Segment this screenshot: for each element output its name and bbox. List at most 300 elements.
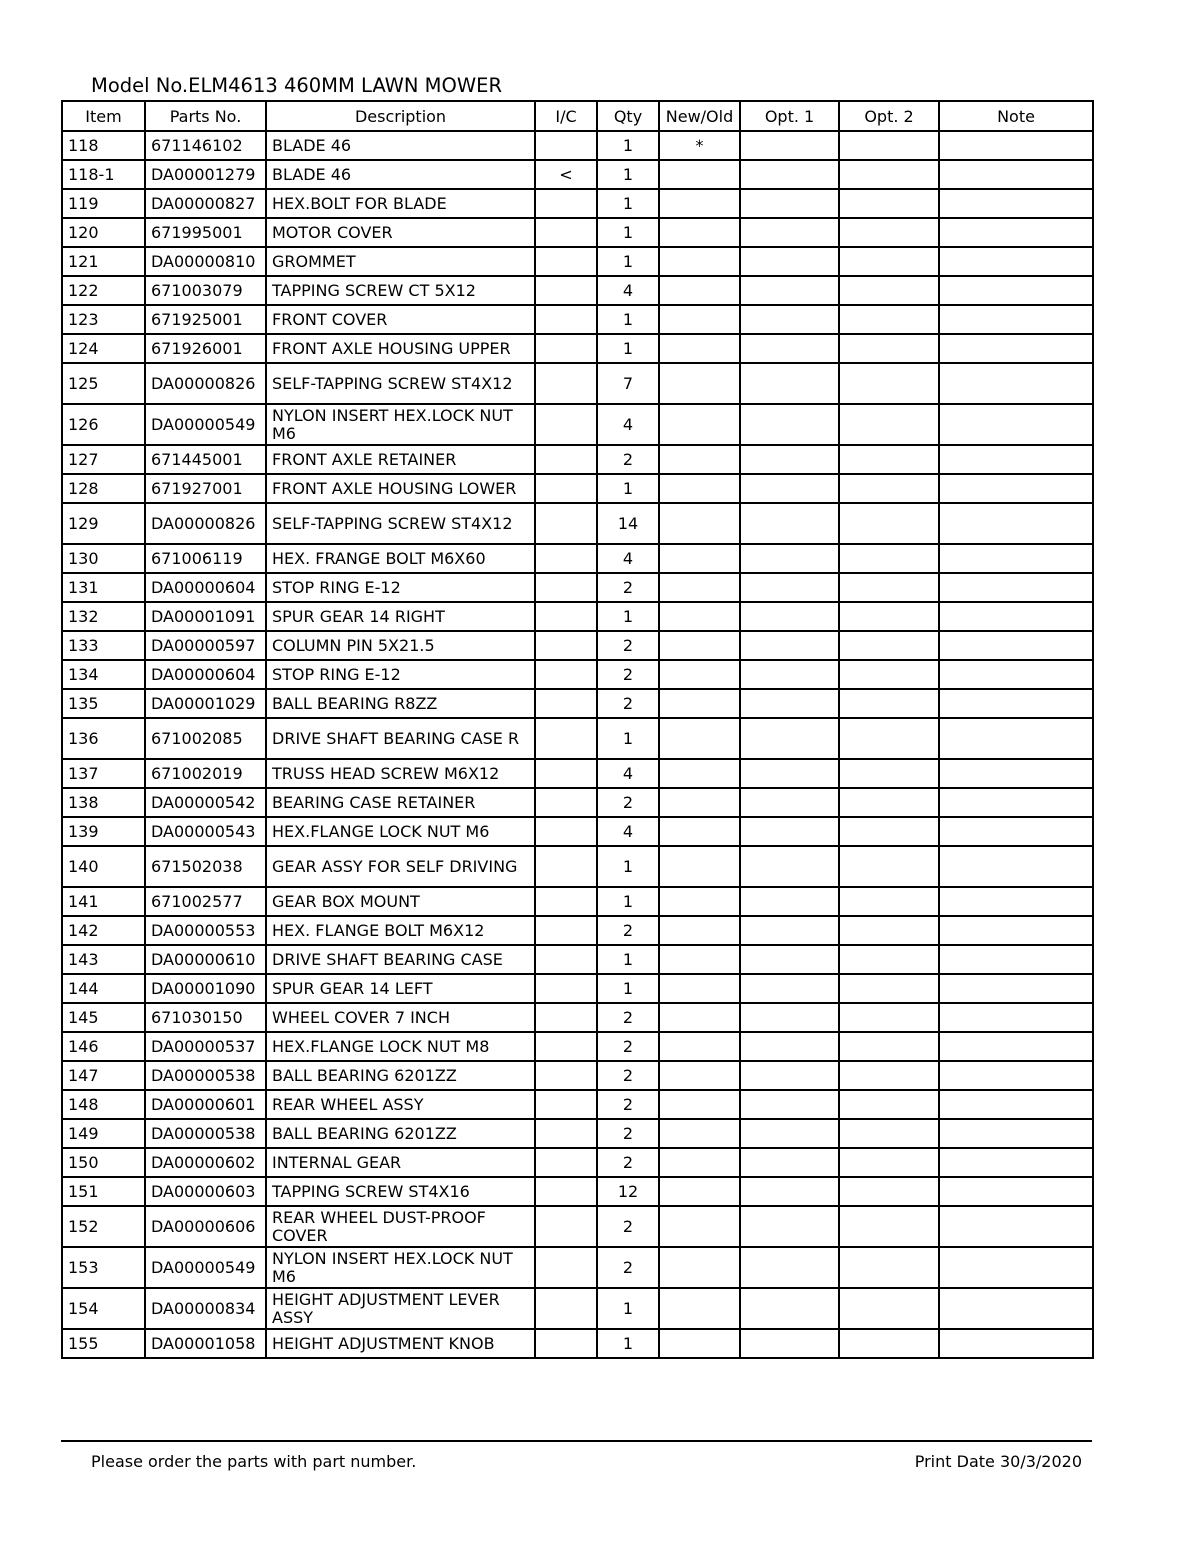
- cell-opt1: [740, 544, 839, 573]
- cell-description: GEAR BOX MOUNT: [266, 887, 535, 916]
- cell-item: 140: [62, 846, 145, 887]
- cell-new-old: [659, 660, 740, 689]
- cell-item: 132: [62, 602, 145, 631]
- cell-new-old: [659, 974, 740, 1003]
- cell-parts-no: DA00001091: [145, 602, 266, 631]
- cell-qty: 1: [597, 945, 659, 974]
- cell-description: TAPPING SCREW CT 5X12: [266, 276, 535, 305]
- cell-opt1: [740, 1206, 839, 1247]
- cell-description: BALL BEARING R8ZZ: [266, 689, 535, 718]
- cell-description: STOP RING E-12: [266, 660, 535, 689]
- table-row: [62, 718, 1093, 759]
- cell-ic: [535, 276, 597, 305]
- cell-note: [939, 1206, 1093, 1247]
- cell-qty: 1: [597, 334, 659, 363]
- cell-qty: 1: [597, 131, 659, 160]
- cell-qty: 2: [597, 916, 659, 945]
- cell-new-old: [659, 945, 740, 974]
- cell-item: 142: [62, 916, 145, 945]
- table-row: [62, 363, 1093, 404]
- table-row: [62, 445, 1093, 474]
- cell-new-old: [659, 573, 740, 602]
- cell-qty: 1: [597, 718, 659, 759]
- cell-description: HEX. FRANGE BOLT M6X60: [266, 544, 535, 573]
- cell-note: [939, 974, 1093, 1003]
- cell-parts-no: 671995001: [145, 218, 266, 247]
- cell-new-old: [659, 916, 740, 945]
- cell-description: NYLON INSERT HEX.LOCK NUT M6: [266, 404, 535, 445]
- table-row: [62, 334, 1093, 363]
- cell-ic: [535, 759, 597, 788]
- cell-item: 129: [62, 503, 145, 544]
- table-row: [62, 1032, 1093, 1061]
- cell-opt2: [839, 1329, 939, 1358]
- cell-new-old: [659, 363, 740, 404]
- table-row: [62, 218, 1093, 247]
- cell-parts-no: 671926001: [145, 334, 266, 363]
- cell-item: 124: [62, 334, 145, 363]
- cell-parts-no: DA00000549: [145, 404, 266, 445]
- cell-note: [939, 573, 1093, 602]
- cell-item: 146: [62, 1032, 145, 1061]
- cell-opt1: [740, 404, 839, 445]
- cell-opt1: [740, 474, 839, 503]
- cell-opt1: [740, 503, 839, 544]
- cell-opt1: [740, 1247, 839, 1288]
- cell-opt2: [839, 445, 939, 474]
- table-row: [62, 189, 1093, 218]
- cell-item: 154: [62, 1288, 145, 1329]
- table-row: [62, 1090, 1093, 1119]
- cell-note: [939, 276, 1093, 305]
- cell-opt1: [740, 1032, 839, 1061]
- cell-note: [939, 945, 1093, 974]
- cell-description: DRIVE SHAFT BEARING CASE: [266, 945, 535, 974]
- cell-item: 130: [62, 544, 145, 573]
- cell-note: [939, 474, 1093, 503]
- table-row: [62, 1329, 1093, 1358]
- cell-new-old: [659, 788, 740, 817]
- parts-table: [61, 100, 1094, 1359]
- cell-ic: [535, 631, 597, 660]
- cell-ic: [535, 817, 597, 846]
- cell-ic: [535, 404, 597, 445]
- table-row: [62, 916, 1093, 945]
- cell-description: BLADE 46: [266, 160, 535, 189]
- cell-new-old: [659, 1119, 740, 1148]
- cell-new-old: [659, 1148, 740, 1177]
- cell-opt2: [839, 1177, 939, 1206]
- cell-qty: 2: [597, 1032, 659, 1061]
- cell-item: 139: [62, 817, 145, 846]
- cell-item: 118: [62, 131, 145, 160]
- cell-opt1: [740, 1329, 839, 1358]
- cell-ic: [535, 573, 597, 602]
- cell-description: HEX. FLANGE BOLT M6X12: [266, 916, 535, 945]
- cell-note: [939, 218, 1093, 247]
- cell-qty: 2: [597, 1119, 659, 1148]
- cell-item: 152: [62, 1206, 145, 1247]
- cell-opt2: [839, 503, 939, 544]
- cell-parts-no: 671006119: [145, 544, 266, 573]
- table-row: [62, 1206, 1093, 1247]
- cell-ic: [535, 846, 597, 887]
- cell-item: 133: [62, 631, 145, 660]
- cell-ic: [535, 1329, 597, 1358]
- cell-opt2: [839, 276, 939, 305]
- cell-note: [939, 689, 1093, 718]
- cell-description: BALL BEARING 6201ZZ: [266, 1119, 535, 1148]
- cell-opt2: [839, 544, 939, 573]
- col-header-ic: I/C: [535, 101, 597, 131]
- cell-note: [939, 363, 1093, 404]
- cell-opt2: [839, 916, 939, 945]
- cell-item: 128: [62, 474, 145, 503]
- cell-item: 122: [62, 276, 145, 305]
- cell-description: REAR WHEEL DUST-PROOF COVER: [266, 1206, 535, 1247]
- cell-opt2: [839, 945, 939, 974]
- cell-qty: 1: [597, 189, 659, 218]
- cell-opt2: [839, 247, 939, 276]
- table-row: [62, 945, 1093, 974]
- cell-qty: 2: [597, 660, 659, 689]
- table-row: [62, 974, 1093, 1003]
- cell-description: NYLON INSERT HEX.LOCK NUT M6: [266, 1247, 535, 1288]
- cell-opt2: [839, 573, 939, 602]
- cell-ic: [535, 1177, 597, 1206]
- cell-note: [939, 887, 1093, 916]
- cell-note: [939, 916, 1093, 945]
- col-header-description: Description: [266, 101, 535, 131]
- cell-item: 148: [62, 1090, 145, 1119]
- cell-opt1: [740, 247, 839, 276]
- cell-parts-no: DA00000597: [145, 631, 266, 660]
- cell-opt2: [839, 759, 939, 788]
- cell-ic: [535, 887, 597, 916]
- cell-ic: [535, 189, 597, 218]
- table-row: [62, 573, 1093, 602]
- cell-item: 126: [62, 404, 145, 445]
- cell-parts-no: 671030150: [145, 1003, 266, 1032]
- cell-description: BLADE 46: [266, 131, 535, 160]
- cell-qty: 1: [597, 1329, 659, 1358]
- cell-description: STOP RING E-12: [266, 573, 535, 602]
- cell-description: WHEEL COVER 7 INCH: [266, 1003, 535, 1032]
- cell-note: [939, 334, 1093, 363]
- table-row: [62, 474, 1093, 503]
- cell-qty: 1: [597, 974, 659, 1003]
- cell-note: [939, 1148, 1093, 1177]
- cell-ic: [535, 945, 597, 974]
- cell-qty: 2: [597, 689, 659, 718]
- table-header-row: [62, 101, 1093, 131]
- footer-print-date: Print Date 30/3/2020: [914, 1452, 1082, 1471]
- cell-opt2: [839, 1090, 939, 1119]
- cell-qty: 4: [597, 404, 659, 445]
- table-row: [62, 846, 1093, 887]
- cell-description: FRONT AXLE RETAINER: [266, 445, 535, 474]
- cell-new-old: [659, 1177, 740, 1206]
- cell-qty: 2: [597, 631, 659, 660]
- cell-qty: 2: [597, 573, 659, 602]
- cell-opt1: [740, 1148, 839, 1177]
- cell-description: MOTOR COVER: [266, 218, 535, 247]
- cell-new-old: [659, 1247, 740, 1288]
- cell-opt1: [740, 334, 839, 363]
- cell-note: [939, 544, 1093, 573]
- cell-new-old: [659, 1329, 740, 1358]
- cell-parts-no: DA00000604: [145, 573, 266, 602]
- cell-description: FRONT AXLE HOUSING UPPER: [266, 334, 535, 363]
- table-row: [62, 1003, 1093, 1032]
- cell-ic: [535, 1206, 597, 1247]
- cell-opt1: [740, 305, 839, 334]
- cell-new-old: [659, 887, 740, 916]
- cell-opt1: [740, 363, 839, 404]
- cell-item: 150: [62, 1148, 145, 1177]
- cell-opt1: [740, 631, 839, 660]
- table-row: [62, 660, 1093, 689]
- cell-new-old: [659, 503, 740, 544]
- table-row: [62, 1177, 1093, 1206]
- cell-description: SELF-TAPPING SCREW ST4X12: [266, 363, 535, 404]
- table-row: [62, 404, 1093, 445]
- cell-parts-no: DA00001279: [145, 160, 266, 189]
- table-row: [62, 544, 1093, 573]
- table-row: [62, 247, 1093, 276]
- table-row: [62, 817, 1093, 846]
- cell-ic: [535, 131, 597, 160]
- cell-ic: [535, 363, 597, 404]
- cell-parts-no: DA00000606: [145, 1206, 266, 1247]
- cell-note: [939, 189, 1093, 218]
- table-row: [62, 602, 1093, 631]
- cell-opt1: [740, 974, 839, 1003]
- cell-note: [939, 660, 1093, 689]
- cell-ic: [535, 916, 597, 945]
- cell-opt1: [740, 689, 839, 718]
- cell-opt1: [740, 1177, 839, 1206]
- cell-item: 151: [62, 1177, 145, 1206]
- cell-parts-no: 671927001: [145, 474, 266, 503]
- cell-new-old: [659, 305, 740, 334]
- cell-note: [939, 718, 1093, 759]
- cell-item: 143: [62, 945, 145, 974]
- table-row: [62, 305, 1093, 334]
- cell-ic: [535, 1288, 597, 1329]
- cell-opt2: [839, 788, 939, 817]
- cell-ic: [535, 788, 597, 817]
- cell-opt1: [740, 218, 839, 247]
- cell-qty: 1: [597, 887, 659, 916]
- cell-qty: 2: [597, 1003, 659, 1032]
- cell-description: SPUR GEAR 14 RIGHT: [266, 602, 535, 631]
- col-header-new-old: New/Old: [659, 101, 740, 131]
- cell-parts-no: 671502038: [145, 846, 266, 887]
- cell-item: 120: [62, 218, 145, 247]
- cell-parts-no: DA00000542: [145, 788, 266, 817]
- cell-description: INTERNAL GEAR: [266, 1148, 535, 1177]
- cell-parts-no: DA00001058: [145, 1329, 266, 1358]
- cell-note: [939, 1119, 1093, 1148]
- col-header-opt1: Opt. 1: [740, 101, 839, 131]
- cell-parts-no: DA00001029: [145, 689, 266, 718]
- cell-qty: 14: [597, 503, 659, 544]
- cell-note: [939, 631, 1093, 660]
- cell-new-old: [659, 218, 740, 247]
- cell-note: [939, 305, 1093, 334]
- cell-new-old: [659, 1090, 740, 1119]
- cell-item: 145: [62, 1003, 145, 1032]
- cell-description: HEIGHT ADJUSTMENT KNOB: [266, 1329, 535, 1358]
- cell-opt1: [740, 788, 839, 817]
- cell-new-old: [659, 1061, 740, 1090]
- cell-new-old: *: [659, 131, 740, 160]
- cell-note: [939, 131, 1093, 160]
- cell-opt2: [839, 334, 939, 363]
- cell-new-old: [659, 846, 740, 887]
- cell-opt2: [839, 718, 939, 759]
- cell-new-old: [659, 602, 740, 631]
- cell-ic: [535, 218, 597, 247]
- cell-opt2: [839, 160, 939, 189]
- cell-new-old: [659, 689, 740, 718]
- cell-item: 121: [62, 247, 145, 276]
- cell-qty: 4: [597, 759, 659, 788]
- footer-divider: [61, 1440, 1092, 1442]
- table-row: [62, 788, 1093, 817]
- cell-opt1: [740, 846, 839, 887]
- cell-opt2: [839, 631, 939, 660]
- cell-qty: 7: [597, 363, 659, 404]
- cell-note: [939, 1032, 1093, 1061]
- cell-note: [939, 788, 1093, 817]
- cell-item: 135: [62, 689, 145, 718]
- col-header-opt2: Opt. 2: [839, 101, 939, 131]
- table-row: [62, 160, 1093, 189]
- cell-opt2: [839, 1003, 939, 1032]
- table-row: [62, 131, 1093, 160]
- cell-opt2: [839, 305, 939, 334]
- cell-new-old: [659, 1003, 740, 1032]
- cell-opt2: [839, 1032, 939, 1061]
- cell-description: HEX.BOLT FOR BLADE: [266, 189, 535, 218]
- cell-parts-no: 671002085: [145, 718, 266, 759]
- cell-opt2: [839, 660, 939, 689]
- cell-ic: [535, 1148, 597, 1177]
- cell-ic: [535, 1003, 597, 1032]
- cell-opt2: [839, 1119, 939, 1148]
- cell-parts-no: 671146102: [145, 131, 266, 160]
- cell-description: SELF-TAPPING SCREW ST4X12: [266, 503, 535, 544]
- cell-qty: 4: [597, 276, 659, 305]
- cell-description: HEIGHT ADJUSTMENT LEVER ASSY: [266, 1288, 535, 1329]
- cell-item: 131: [62, 573, 145, 602]
- cell-opt2: [839, 1061, 939, 1090]
- cell-description: DRIVE SHAFT BEARING CASE R: [266, 718, 535, 759]
- cell-note: [939, 445, 1093, 474]
- cell-opt2: [839, 1206, 939, 1247]
- table-row: [62, 631, 1093, 660]
- cell-item: 125: [62, 363, 145, 404]
- cell-parts-no: 671002019: [145, 759, 266, 788]
- cell-parts-no: 671445001: [145, 445, 266, 474]
- cell-parts-no: DA00001090: [145, 974, 266, 1003]
- cell-ic: [535, 503, 597, 544]
- cell-note: [939, 160, 1093, 189]
- cell-opt2: [839, 474, 939, 503]
- cell-ic: [535, 660, 597, 689]
- cell-parts-no: DA00000543: [145, 817, 266, 846]
- cell-note: [939, 1247, 1093, 1288]
- cell-note: [939, 846, 1093, 887]
- cell-qty: 1: [597, 305, 659, 334]
- cell-opt1: [740, 602, 839, 631]
- cell-qty: 12: [597, 1177, 659, 1206]
- cell-parts-no: DA00000810: [145, 247, 266, 276]
- cell-qty: 2: [597, 1206, 659, 1247]
- cell-description: FRONT AXLE HOUSING LOWER: [266, 474, 535, 503]
- cell-ic: [535, 718, 597, 759]
- cell-opt1: [740, 1003, 839, 1032]
- cell-parts-no: 671925001: [145, 305, 266, 334]
- cell-note: [939, 1003, 1093, 1032]
- cell-description: REAR WHEEL ASSY: [266, 1090, 535, 1119]
- cell-opt1: [740, 160, 839, 189]
- cell-qty: 1: [597, 474, 659, 503]
- cell-opt1: [740, 276, 839, 305]
- cell-opt1: [740, 660, 839, 689]
- cell-description: BEARING CASE RETAINER: [266, 788, 535, 817]
- cell-ic: [535, 974, 597, 1003]
- cell-ic: [535, 334, 597, 363]
- cell-qty: 2: [597, 445, 659, 474]
- cell-qty: 1: [597, 160, 659, 189]
- cell-parts-no: DA00000601: [145, 1090, 266, 1119]
- cell-note: [939, 1090, 1093, 1119]
- cell-ic: [535, 445, 597, 474]
- cell-qty: 1: [597, 247, 659, 276]
- cell-parts-no: DA00000610: [145, 945, 266, 974]
- cell-ic: <: [535, 160, 597, 189]
- cell-qty: 4: [597, 817, 659, 846]
- cell-note: [939, 404, 1093, 445]
- cell-opt1: [740, 759, 839, 788]
- cell-new-old: [659, 817, 740, 846]
- cell-new-old: [659, 445, 740, 474]
- cell-item: 149: [62, 1119, 145, 1148]
- cell-item: 136: [62, 718, 145, 759]
- cell-parts-no: DA00000826: [145, 363, 266, 404]
- cell-parts-no: DA00000834: [145, 1288, 266, 1329]
- cell-new-old: [659, 334, 740, 363]
- table-row: [62, 1288, 1093, 1329]
- cell-opt2: [839, 602, 939, 631]
- cell-note: [939, 759, 1093, 788]
- cell-new-old: [659, 718, 740, 759]
- cell-item: 137: [62, 759, 145, 788]
- cell-opt1: [740, 131, 839, 160]
- cell-qty: 1: [597, 1288, 659, 1329]
- cell-qty: 2: [597, 788, 659, 817]
- cell-opt1: [740, 573, 839, 602]
- cell-opt2: [839, 404, 939, 445]
- cell-parts-no: 671002577: [145, 887, 266, 916]
- cell-parts-no: DA00000553: [145, 916, 266, 945]
- cell-qty: 2: [597, 1061, 659, 1090]
- table-row: [62, 689, 1093, 718]
- cell-new-old: [659, 404, 740, 445]
